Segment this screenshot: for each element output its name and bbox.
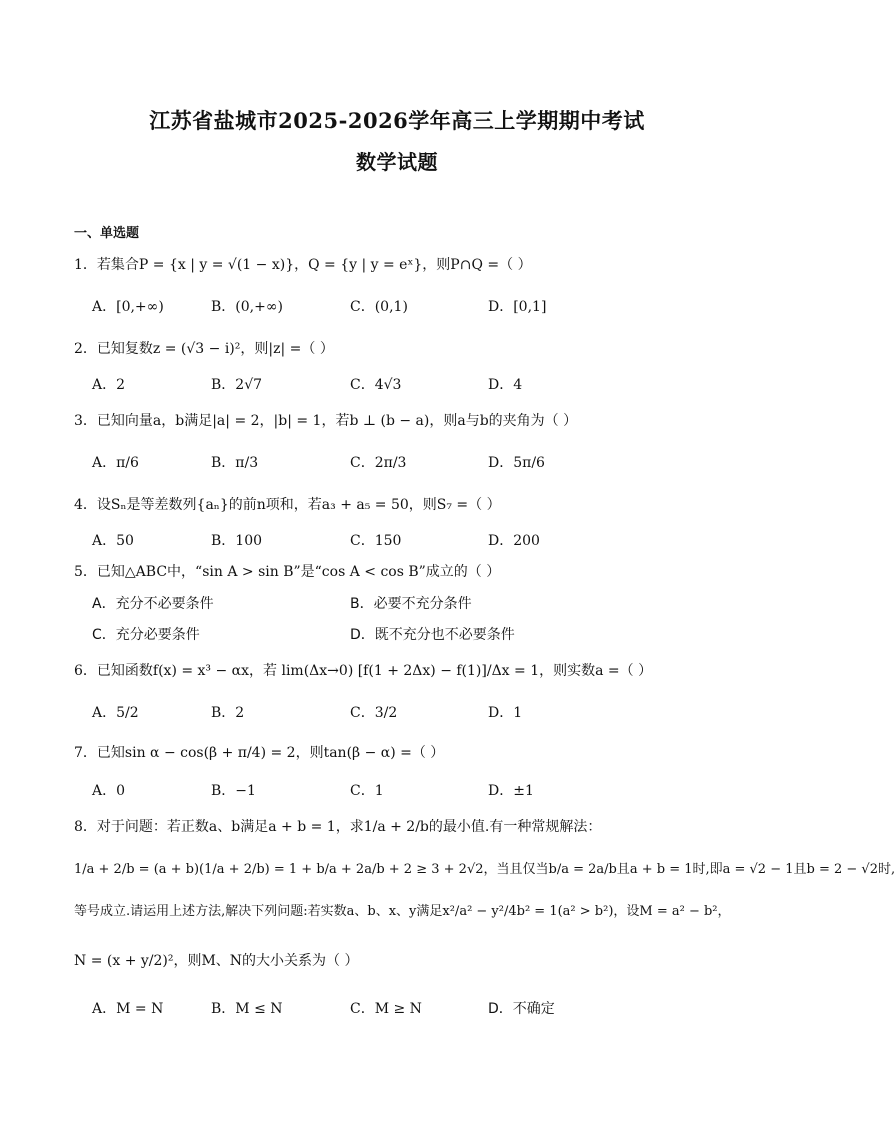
q1-option-b: B．(0,+∞) (211, 299, 283, 315)
q1-option-a: A．[0,+∞) (92, 299, 164, 315)
q4-option-a: A．50 (92, 533, 134, 549)
q7-option-b: B．−1 (211, 783, 256, 799)
q2-option-a: A．2 (92, 377, 126, 393)
question-1-stem: 1．若集合P = {x | y = √(1 − x)}，Q = {y | y = eˣ}，则P∩Q =（ ） (74, 257, 532, 273)
q6-option-b: B．2 (211, 705, 245, 721)
q5-option-b: B．必要不充分条件 (350, 596, 472, 612)
q6-option-a: A．5/2 (92, 705, 139, 721)
page-title: 江苏省盐城市2025-2026学年高三上学期期中考试 (149, 108, 645, 133)
q2-option-d: D．4 (488, 377, 523, 393)
question-8-line-1: 8．对于问题：若正数a、b满足a + b = 1，求1/a + 2/b的最小值.有一种常规解法： (74, 819, 602, 835)
question-2-stem: 2．已知复数z = (√3 − i)²，则|z| =（ ） (74, 341, 334, 357)
q1-option-c: C．(0,1) (350, 299, 408, 315)
question-8-line-3: 等号成立.请运用上述方法,解决下列问题:若实数a、b、x、y满足x²/a² − y²/4b² = 1(a² > b²)，设M = a² − b²， (74, 904, 731, 919)
q4-option-c: C．150 (350, 533, 402, 549)
q8-option-a: A．M = N (92, 1001, 164, 1017)
question-6-stem: 6．已知函数f(x) = x³ − αx，若 lim(Δx→0) [f(1 + 2Δx) − f(1)]/Δx = 1，则实数a =（ ） (74, 663, 653, 679)
q3-option-a: A．π/6 (92, 455, 139, 471)
q7-option-c: C．1 (350, 783, 384, 799)
section-heading: 一、单选题 (74, 226, 140, 241)
q3-option-c: C．2π/3 (350, 455, 407, 471)
question-4-stem: 4．设Sₙ是等差数列{aₙ}的前n项和，若a₃ + a₅ = 50，则S₇ =（ ） (74, 497, 501, 513)
q7-option-a: A．0 (92, 783, 126, 799)
q8-option-b: B．M ≤ N (211, 1001, 283, 1017)
question-5-stem: 5．已知△ABC中，“sin A > sin B”是“cos A < cos B”成立的（ ） (74, 564, 501, 580)
question-8-line-2: 1/a + 2/b = (a + b)(1/a + 2/b) = 1 + b/a + 2a/b + 2 ≥ 3 + 2√2，当且仅当b/a = 2a/b且a + b = 1时,即a = √2 − 1且b = 2 − √2时, (74, 862, 895, 877)
q3-option-b: B．π/3 (211, 455, 259, 471)
q3-option-d: D．5π/6 (488, 455, 545, 471)
q8-option-d: D．不确定 (488, 1001, 555, 1017)
q8-option-c: C．M ≥ N (350, 1001, 422, 1017)
q2-option-b: B．2√7 (211, 377, 263, 393)
question-3-stem: 3．已知向量a，b满足|a| = 2，|b| = 1，若b ⊥ (b − a)，则a与b的夹角为（ ） (74, 413, 578, 429)
question-7-stem: 7．已知sin α − cos(β + π/4) = 2，则tan(β − α) =（ ） (74, 745, 445, 761)
q1-option-d: D．[0,1] (488, 299, 547, 315)
q6-option-d: D．1 (488, 705, 523, 721)
q5-option-d: D．既不充分也不必要条件 (350, 627, 515, 643)
question-8-line-4: N = (x + y/2)²，则M、N的大小关系为（ ） (74, 953, 359, 969)
q2-option-c: C．4√3 (350, 377, 402, 393)
q6-option-c: C．3/2 (350, 705, 398, 721)
q4-option-d: D．200 (488, 533, 540, 549)
q4-option-b: B．100 (211, 533, 263, 549)
page-subtitle: 数学试题 (356, 150, 438, 174)
q5-option-c: C．充分必要条件 (92, 627, 200, 643)
q5-option-a: A．充分不必要条件 (92, 596, 214, 612)
q7-option-d: D．±1 (488, 783, 534, 799)
